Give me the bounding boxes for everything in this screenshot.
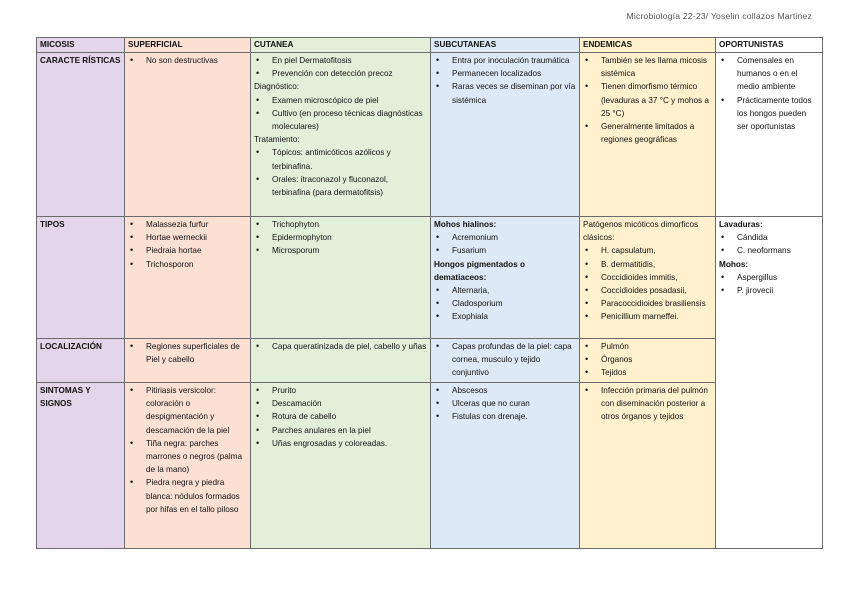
list-item: • Tienen dimorfismo térmico (levaduras a 37 °C y mohos a 25 °C) [583,80,712,120]
list-item: • Piedraia hortae [128,244,247,257]
col-header-micosis: MICOSIS [37,38,125,53]
mohos-label: Mohos: [719,259,749,269]
list-item: • Descamación [254,397,427,410]
cell-caracteristicas-oportunistas [716,53,823,217]
hongos-pigmentados-label: Hongos pigmentados o dematiaceos: [434,259,525,282]
table-row-sintomas [37,383,823,549]
list-item: • Prevención con detección precoz [254,67,427,80]
list-item: • P. jirovecii [719,284,819,297]
list-item: • Hortae werneckii [128,231,247,244]
list-item: • Capas profundas de la piel: capa cornea, musculo y tejido conjuntivo [434,340,576,380]
list-item: • Prácticamente todos los hongos pueden ser oportunistas [719,94,819,134]
cell-tipos-subcutaneas [431,217,580,339]
col-header-cutanea: CUTANEA [251,38,431,53]
table-header-row [37,38,823,53]
list-item: • En piel Dermatofitosis [254,54,427,67]
list-item: • Pulmón [583,340,712,353]
list-item: • Coccidioides immitis, [583,271,712,284]
list-item: • Cultivo (en proceso técnicas diagnósticas moleculares) [254,107,427,133]
cell-localizacion-subcutaneas [431,339,580,383]
table-row-localizacion [37,339,823,383]
list-item: • Fusarium [434,244,576,257]
list-item: • Infección primaria del pulmón con diseminación posterior a otros órganos y tejidos [583,384,712,424]
cell-caracteristicas-superficial [125,53,251,217]
cell-caracteristicas-endemicas [580,53,716,217]
row-label-sintomas: SINTOMAS Y SIGNOS [37,383,125,549]
row-label-tipos: TIPOS [37,217,125,339]
cell-tipos-cutanea [251,217,431,339]
list-item: • Raras veces se diseminan por vía sistémica [434,80,576,106]
list-item: • Penicillium marneffei. [583,310,712,323]
document-header-note: Microbiología 22-23/ Yoselin collazos Martinez [626,11,812,21]
row-label-caracteristicas: CARACTE RÍSTICAS [37,53,125,217]
tratamiento-label: Tratamiento: [254,135,300,145]
list-item: • Generalmente limitados a regiones geográficas [583,120,712,146]
patogenos-intro: Patógenos micóticos dimorficos clásicos: [583,220,699,243]
list-item: • Permanecen localizados [434,67,576,80]
list-item: • Orales: itraconazol y fluconazol, terbinafina (para dermatofitsis) [254,173,427,199]
cell-caracteristicas-cutanea [251,53,431,217]
list-item: • Comensales en humanos o en el medio ambiente [719,54,819,94]
list-item: • Fistulas con drenaje. [434,410,576,423]
table-row-caracteristicas [37,53,823,217]
list-item: • Coccidioides posadasii, [583,284,712,297]
micosis-table [36,37,823,549]
list-item: • Cándida [719,231,819,244]
list-item: • Parches anulares en la piel [254,424,427,437]
list-item: • Trichosporon [128,258,247,271]
cell-localizacion-endemicas [580,339,716,383]
list-item: • Órganos [583,353,712,366]
list-item: • Tiña negra: parches marrones o negros (palma de la mano) [128,437,247,477]
list-item: • Entra por inoculación traumática [434,54,576,67]
list-item: • Exophiala [434,310,576,323]
list-item: • Uñas engrosadas y coloreadas. [254,437,427,450]
col-header-superficial: SUPERFICIAL [125,38,251,53]
list-item: • Epidermophyton [254,231,427,244]
list-item: • Pitiriasis versicolor: coloración o despigmentación y descamación de la piel [128,384,247,437]
cell-localizacion-superficial [125,339,251,383]
levaduras-label: Lavaduras: [719,220,763,229]
cell-sintomas-superficial [125,383,251,549]
list-item: • Alternaria, [434,284,576,297]
list-item: • Examen microscópico de piel [254,94,427,107]
list-item: • Acremonium [434,231,576,244]
list-item: • H. capsulatum, [583,244,712,257]
list-item: • También se les llama micosis sistémica [583,54,712,80]
diagnostico-label: Diagnóstico: [254,82,300,92]
list-item: • B. dermatitidis, [583,258,712,271]
cell-sintomas-cutanea [251,383,431,549]
mohos-hialinos-label: Mohos hialinos: [434,220,497,229]
cell-caracteristicas-subcutaneas [431,53,580,217]
list-item: • Capa queratinizada de piel, cabello y uñas [254,340,427,353]
list-item: • Rotura de cabello [254,410,427,423]
list-item: • Ulceras que no curan [434,397,576,410]
list-item: • Tópicos: antimicóticos azólicos y terbinafina. [254,146,427,172]
cell-tipos-oportunistas [716,217,823,549]
col-header-oportunistas: OPORTUNISTAS [716,38,823,53]
list-item: • Regiones superficiales de Piel y cabello [128,340,247,366]
list-item: • No son destructivas [128,54,247,67]
col-header-endemicas: ENDEMICAS [580,38,716,53]
list-item: • Paracoccidioides brasiliensis [583,297,712,310]
col-header-subcutaneas: SUBCUTANEAS [431,38,580,53]
list-item: • Cladosporium [434,297,576,310]
row-label-localizacion: LOCALIZACIÓN [37,339,125,383]
cell-sintomas-endemicas [580,383,716,549]
list-item: • Piedra negra y piedra blanca: nódulos formados por hifas en el tallo piloso [128,476,247,516]
list-item: • Prurito [254,384,427,397]
list-item: • Microsporum [254,244,427,257]
cell-tipos-endemicas [580,217,716,339]
list-item: • Abscesos [434,384,576,397]
list-item: • Malassezia furfur [128,218,247,231]
list-item: • C. neoformans [719,244,819,257]
cell-localizacion-cutanea [251,339,431,383]
cell-tipos-superficial [125,217,251,339]
list-item: • Trichophyton [254,218,427,231]
cell-sintomas-subcutaneas [431,383,580,549]
table-row-tipos [37,217,823,339]
list-item: • Aspergillus [719,271,819,284]
list-item: • Tejidos [583,366,712,379]
